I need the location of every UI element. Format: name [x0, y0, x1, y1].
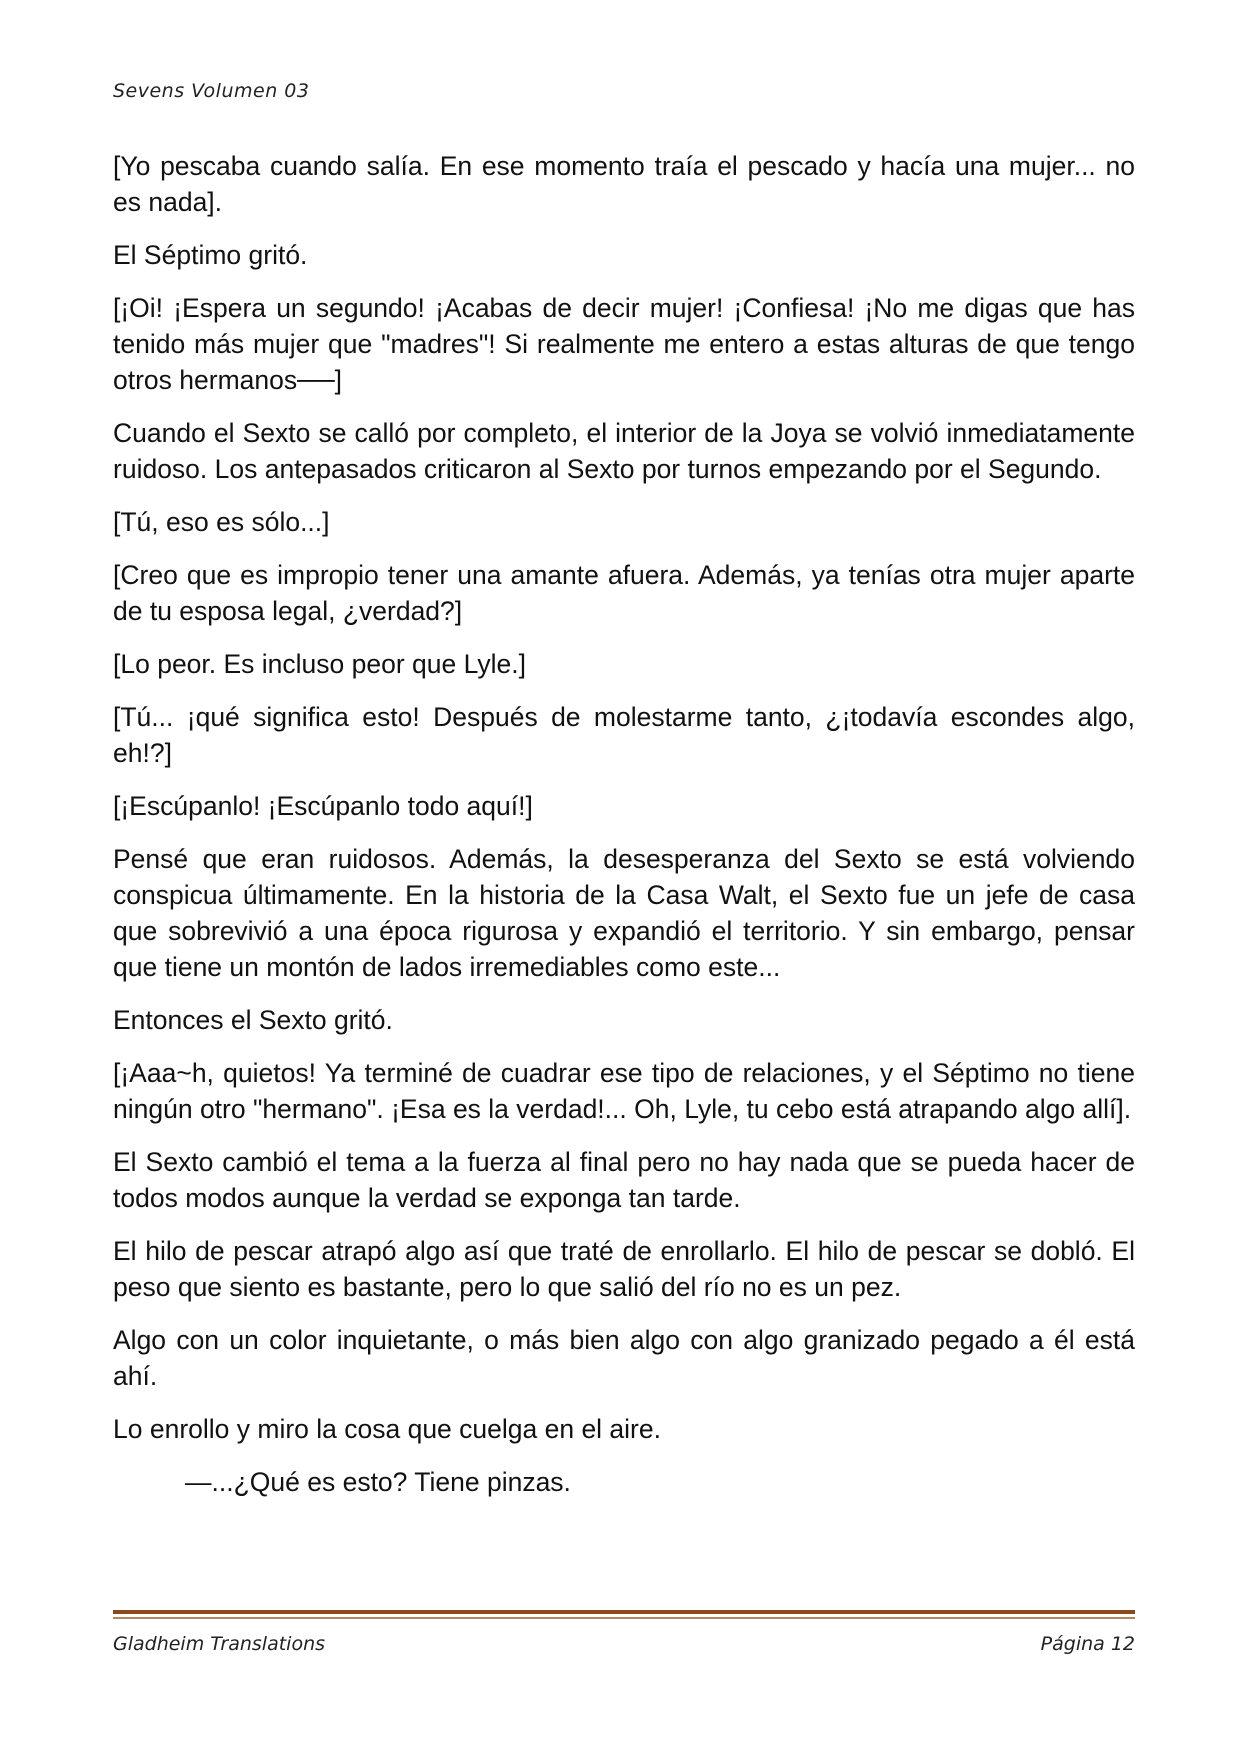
paragraph: [Tú, eso es sólo...] [113, 507, 330, 537]
paragraph: [Tú... ¡qué significa esto! Después de molestarme tanto, ¿¡todavía escondes algo, eh!?] [113, 702, 1135, 768]
paragraph: [¡Aaa~h, quietos! Ya terminé de cuadrar ese tipo de relaciones, y el Séptimo no tiene ningún otro "hermano". ¡Esa es la verdad!... Oh, Lyle, tu cebo está atrapando algo allí]. [113, 1058, 1135, 1124]
paragraph: El Sexto cambió el tema a la fuerza al final pero no hay nada que se pueda hacer de todos modos aunque la verdad se exponga tan tarde. [113, 1147, 1135, 1213]
paragraph: Cuando el Sexto se calló por completo, el interior de la Joya se volvió inmediatamente ruidoso. Los antepasados criticaron al Sexto por turnos empezando por el Segundo. [113, 418, 1135, 484]
footer-rule-thick [113, 1610, 1135, 1614]
paragraph: [¡Oi! ¡Espera un segundo! ¡Acabas de decir mujer! ¡Confiesa! ¡No me digas que has tenido más mujer que "madres"! Si realmente me entero a estas alturas de que tengo otros hermanos──] [113, 293, 1135, 395]
paragraph: Entonces el Sexto gritó. [113, 1005, 393, 1035]
paragraph: [Creo que es impropio tener una amante afuera. Además, ya tenías otra mujer aparte de tu esposa legal, ¿verdad?] [113, 560, 1135, 626]
paragraph: El Séptimo gritó. [113, 240, 308, 270]
paragraph: Lo enrollo y miro la cosa que cuelga en el aire. [113, 1414, 661, 1444]
footer-credit: Gladheim Translations [113, 1633, 326, 1655]
page-body [113, 148, 1135, 1517]
paragraph: Algo con un color inquietante, o más bien algo con algo granizado pegado a él está ahí. [113, 1325, 1135, 1391]
paragraph: Pensé que eran ruidosos. Además, la desesperanza del Sexto se está volviendo conspicua últimamente. En la historia de la Casa Walt, el Sexto fue un jefe de casa que sobrevivió a una época rigurosa y expandió el territorio. Y sin embargo, pensar que tiene un montón de lados irremediables como este... [113, 844, 1135, 982]
paragraph: [Yo pescaba cuando salía. En ese momento traía el pescado y hacía una mujer... no es nada]. [113, 151, 1135, 217]
paragraph: [Lo peor. Es incluso peor que Lyle.] [113, 649, 526, 679]
paragraph: El hilo de pescar atrapó algo así que traté de enrollarlo. El hilo de pescar se dobló. El peso que siento es bastante, pero lo que salió del río no es un pez. [113, 1236, 1135, 1302]
footer-rule-thin [113, 1617, 1135, 1619]
paragraph-indented: —...¿Qué es esto? Tiene pinzas. [185, 1467, 571, 1497]
paragraph: [¡Escúpanlo! ¡Escúpanlo todo aquí!] [113, 791, 533, 821]
page-number: Página 12 [1040, 1633, 1135, 1655]
running-header: Sevens Volumen 03 [113, 80, 310, 102]
